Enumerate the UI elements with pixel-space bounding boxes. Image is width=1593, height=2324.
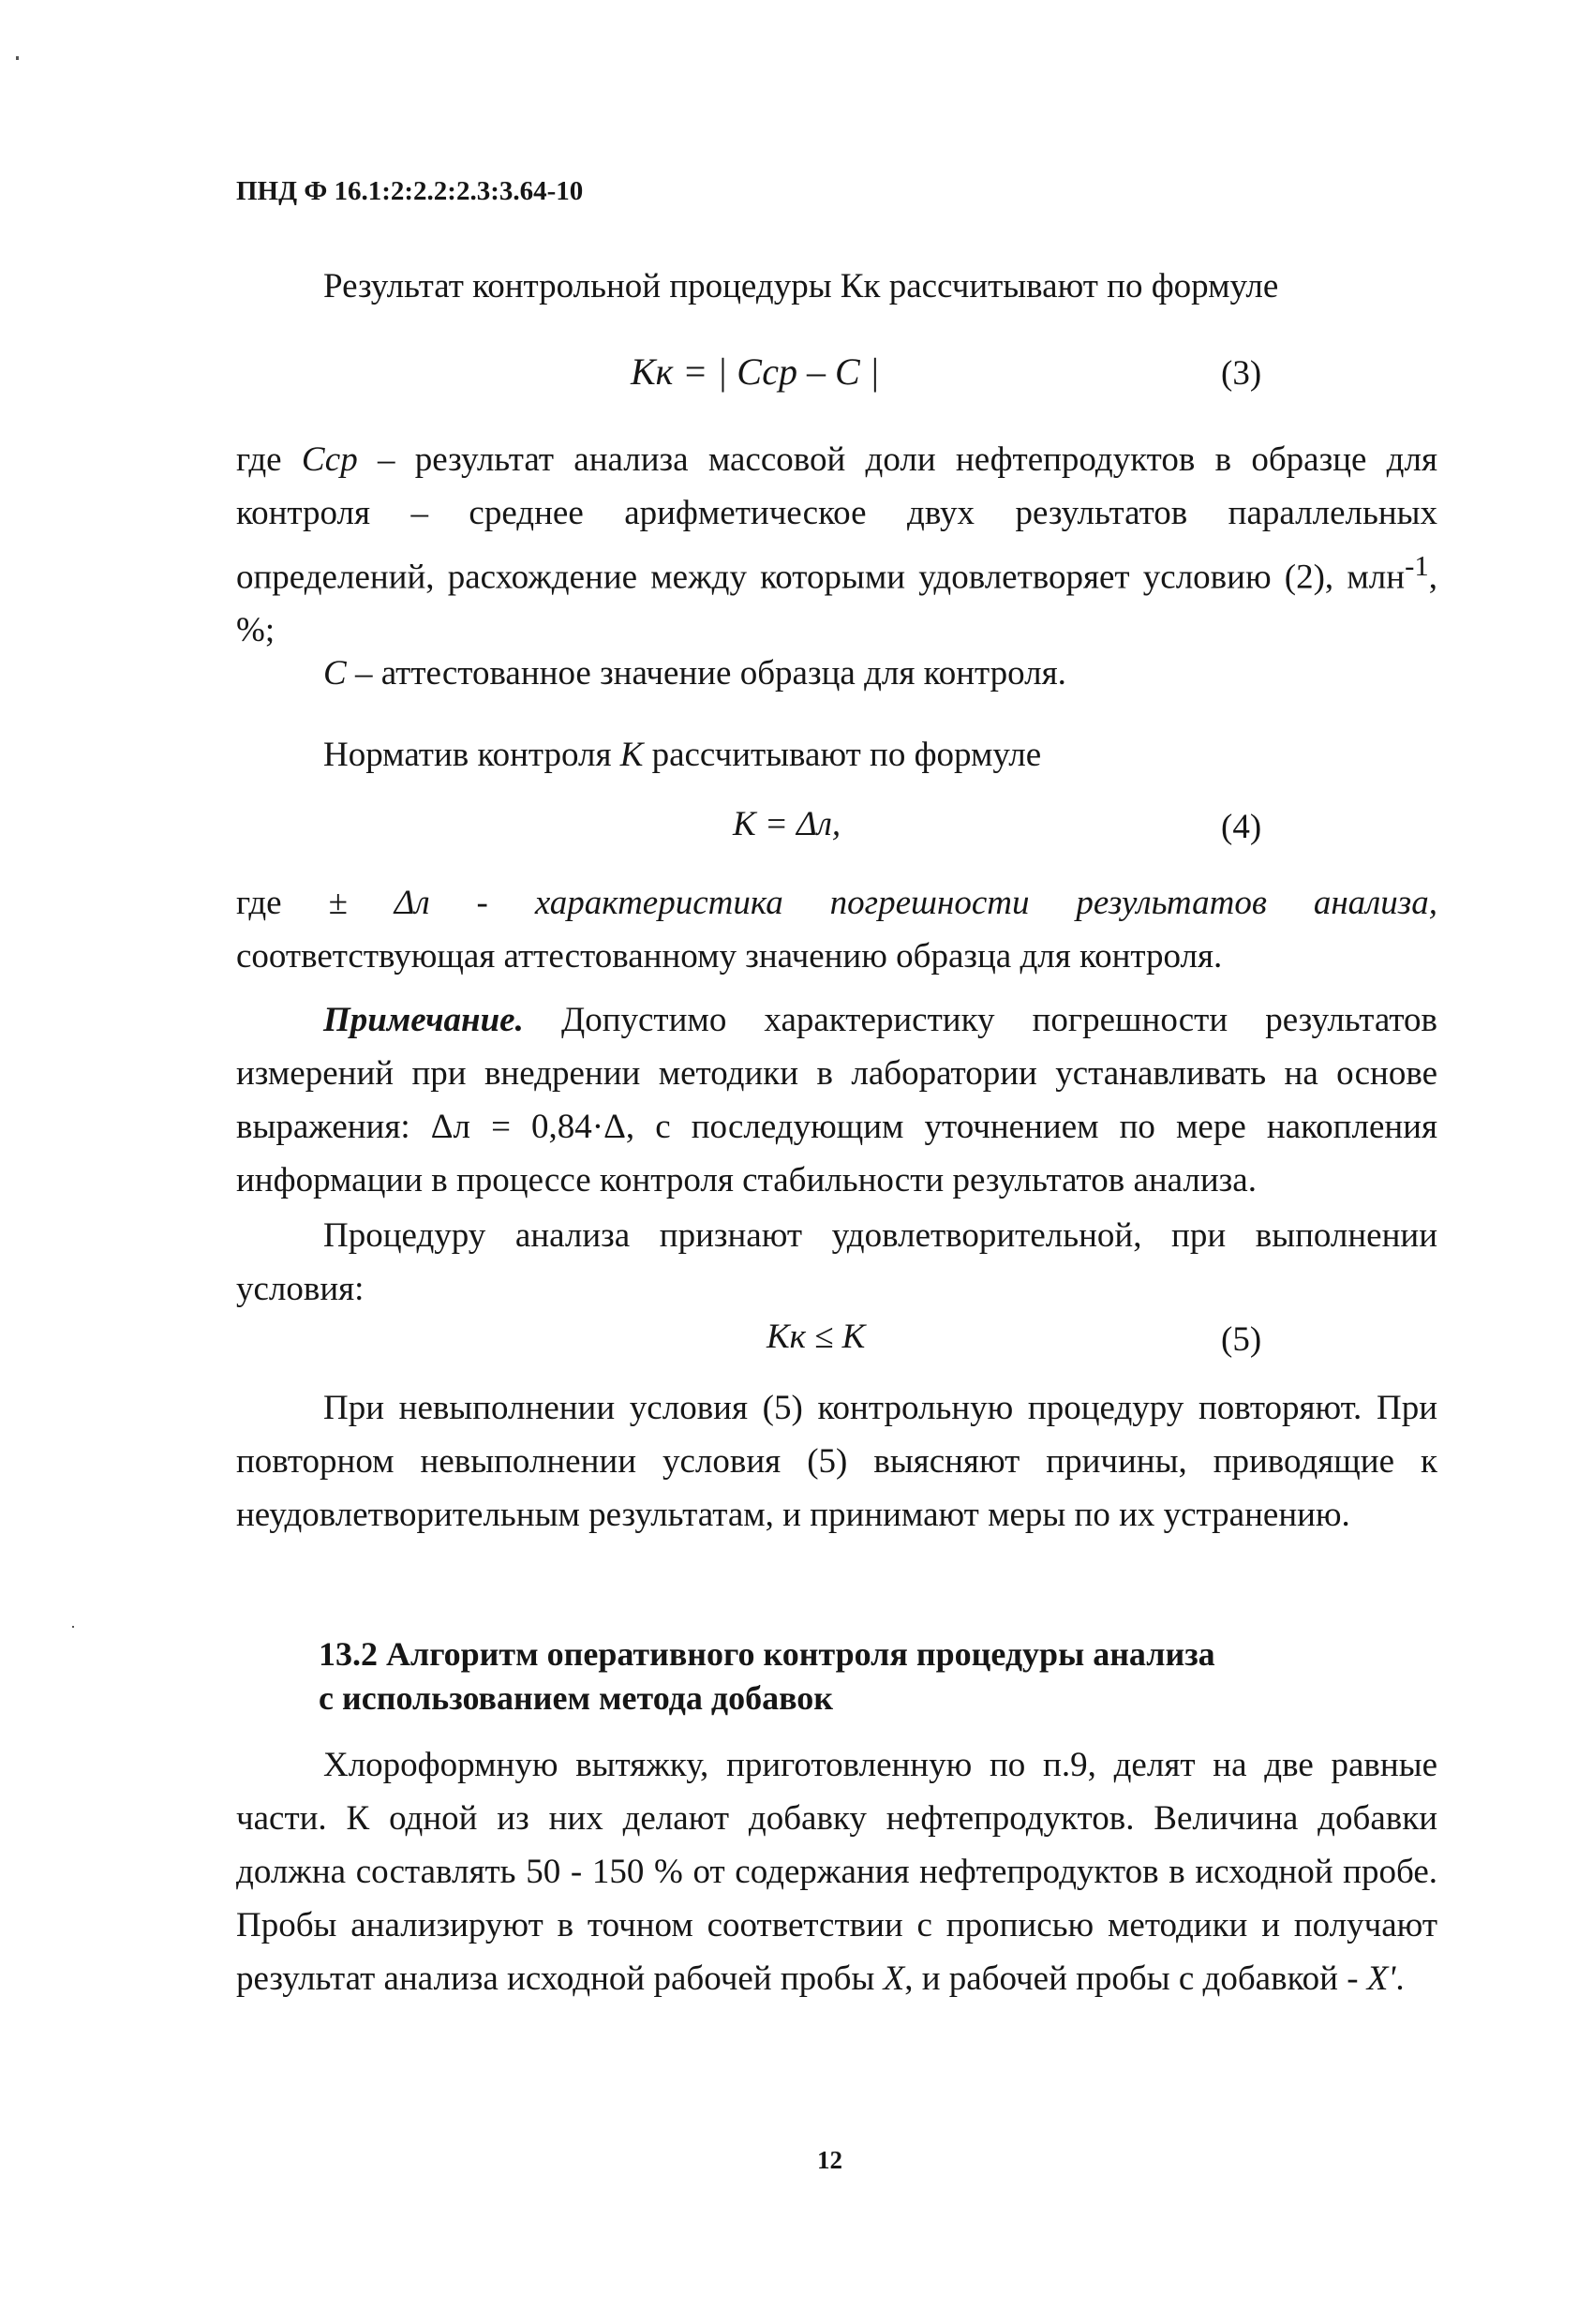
formula-5-number: (5) — [1221, 1320, 1262, 1359]
norm-intro: Норматив контроля К рассчитывают по формуле — [323, 736, 1042, 774]
formula-3-number: (3) — [1221, 354, 1262, 393]
delta-definition: где ± Δл - характеристика погрешности результатов анализа, соответствующая аттестованному значению образца для контроля. — [236, 884, 1437, 976]
document-code: ПНД Ф 16.1:2:2.2:2.3:3.64-10 — [236, 176, 584, 206]
scan-speck — [16, 56, 19, 60]
formula-4-number: (4) — [1221, 808, 1262, 846]
formula-5: Кк ≤ К — [767, 1318, 866, 1356]
control-result-intro: Результат контрольной процедуры Кк рассчитывают по формуле — [323, 267, 1279, 305]
condition-intro: Процедуру анализа признают удовлетворительной, при выполнении условия: — [236, 1216, 1437, 1308]
formula-4: К = Δл, — [733, 805, 841, 843]
where-csr-definition: где Сср – результат анализа массовой доли нефтепродуктов в образце для контроля – среднее арифметическое двух результатов параллельных определений, расхождение между которыми удовлетворяет условию (2), млн$^{-1}$, %; — [236, 440, 1437, 650]
additive-method-paragraph: Хлороформную вытяжку, приготовленную по п.9, делят на две равные части. К одной из них делают добавку нефтепродуктов. Величина добавки должна составлять 50 - 150 % от содержания нефтепродуктов в исходной пробе. Пробы анализируют в точном соответствии с прописью методики и получают результат анализа исходной рабочей пробы X, и рабочей пробы с добавкой - X'. — [236, 1746, 1437, 1998]
page-number: 12 — [817, 2146, 842, 2174]
failure-paragraph: При невыполнении условия (5) контрольную процедуру повторяют. При повторном невыполнении условия (5) выясняют причины, приводящие к неудовлетворительным результатам, и принимают меры по их устранению. — [236, 1389, 1437, 1534]
section-heading-13-2: 13.2 Алгоритм оперативного контроля процедуры анализа с использованием метода добавок — [319, 1635, 1215, 1717]
c-definition: С – аттестованное значение образца для контроля. — [323, 654, 1066, 693]
formula-3: Кк = | Сср – С | — [631, 350, 880, 393]
scan-speck — [72, 1626, 74, 1628]
note-paragraph: Примечание. Допустимо характеристику погрешности результатов измерений при внедрении методики в лаборатории устанавливать на основе выражения: Δл = 0,84·Δ, с последующим уточнением по мере накопления информации в процессе контроля стабильности результатов анализа. — [236, 1001, 1437, 1199]
